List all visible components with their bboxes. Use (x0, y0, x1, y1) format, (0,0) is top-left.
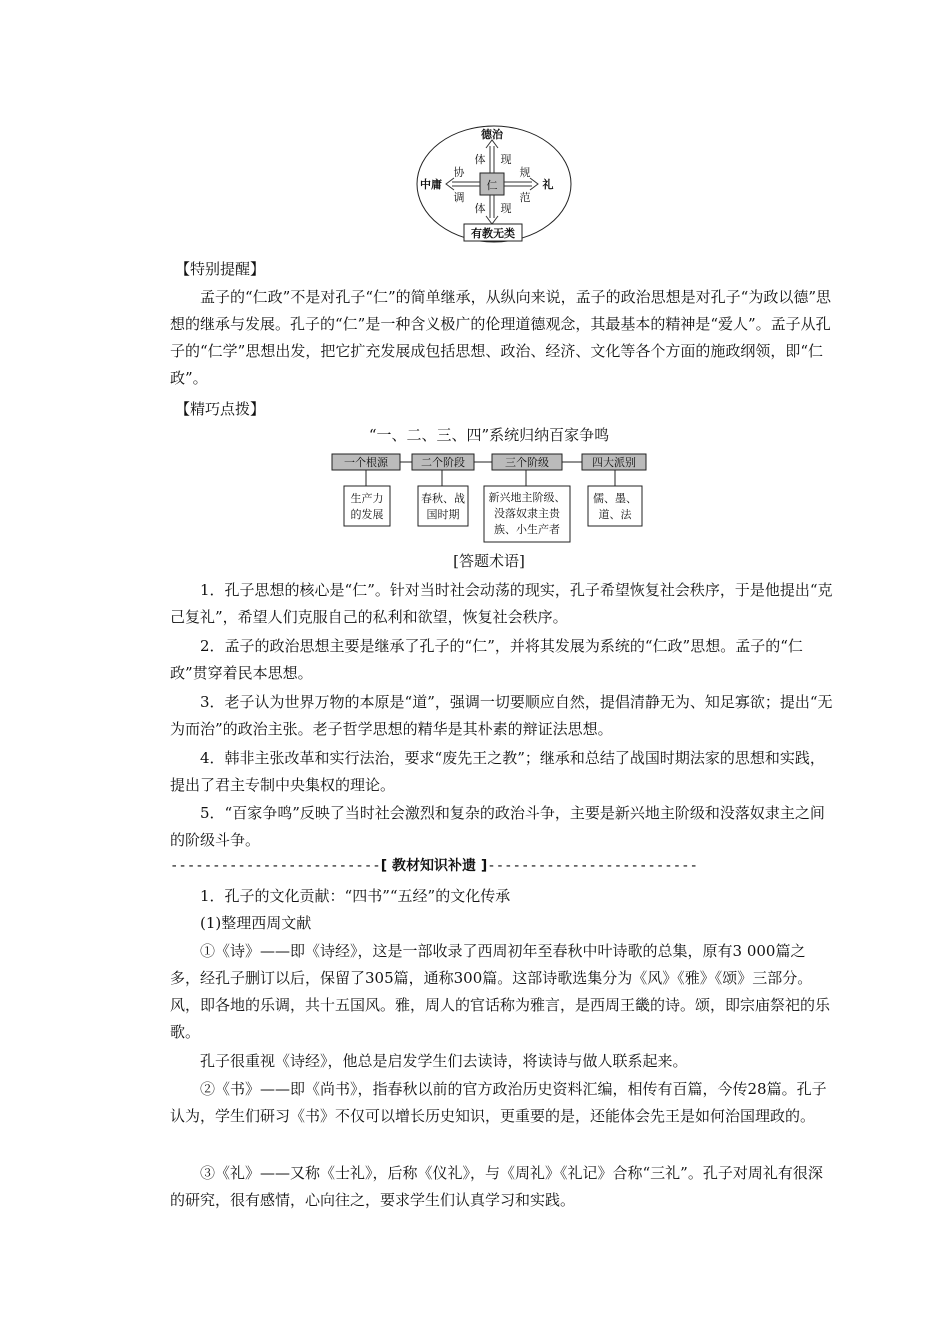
bottom-label: 有教无类 (471, 227, 515, 240)
term-item-3: 3．老子认为世界万物的本原是“道”，强调一切要顺应自然，提倡清静无为、知足寡欲；提出“无为而治”的政治主张。老子哲学思想的精华是其朴素的辩证法思想。 (170, 693, 833, 738)
divider-label: [ 教材知识补遗 ] (380, 858, 488, 874)
left-label: 中庸 (420, 178, 442, 191)
term-item-5: 5．“百家争鸣”反映了当时社会激烈和复杂的政治斗争，主要是新兴地主阶级和没落奴隶主之间的阶级斗争。 (170, 804, 825, 849)
top-label: 德治 (481, 128, 503, 141)
arrow-right (504, 178, 538, 190)
detail-1-line-2: 的发展 (350, 508, 384, 521)
connector-lines (366, 462, 615, 486)
arrow-left (446, 178, 480, 190)
left-bottom-char: 调 (453, 191, 465, 204)
term-item-2: 2．孟子的政治思想主要是继承了孔子的“仁”，并将其发展为系统的“仁政”思想。孟子的“仁政”贯穿着民本思想。 (170, 637, 803, 682)
tips-title: 【精巧点拨】 (175, 400, 266, 418)
divider-right: ------------------------- (487, 858, 698, 874)
term-item-4: 4．韩非主张改革和实行法治，要求“废先王之教”；继承和总结了战国时期法家的思想和实践，提出了君主专制中央集权的理论。 (170, 749, 825, 794)
hundred-schools-diagram (330, 452, 648, 546)
terms-title: [答题术语] (453, 552, 525, 570)
arrow-down (486, 195, 498, 224)
bottom-left-char: 体 (474, 202, 486, 215)
supplement-heading-2: (1)整理西周文献 (200, 914, 312, 932)
left-top-char: 协 (453, 166, 465, 179)
detail-4-line-1: 儒、墨、 (593, 492, 637, 505)
supplement-para-4: ③《礼》——又称《士礼》，后称《仪礼》，与《周礼》《礼记》合称“三礼”。孔子对周礼有很深的研究，很有感情，心向往之，要求学生们认真学习和实践。 (170, 1164, 823, 1209)
term-item-1: 1．孔子思想的核心是“仁”。针对当时社会动荡的现实，孔子希望恢复社会秩序，于是他提出“克己复礼”，希望人们克服自己的私利和欲望，恢复社会秩序。 (170, 581, 833, 626)
arrow-up (486, 140, 498, 173)
detail-3-line-2: 没落奴隶主贵 (494, 507, 560, 520)
top-right-char: 现 (500, 153, 512, 166)
section-divider (170, 855, 850, 875)
special-reminder-title: 【特别提醒】 (175, 260, 266, 278)
detail-3-line-1: 新兴地主阶级、 (488, 491, 566, 504)
supplement-para-1: ①《诗》——即《诗经》，这是一部收录了西周初年至春秋中叶诗歌的总集，原有3 000篇之多，经孔子删订以后，保留了305篇，通称300篇。这部诗歌选集分为《风》《雅》《颂》三部分。风，即各地的乐调，共十五国风。雅，周人的官话称为雅言，是西周王畿的诗。颂，即宗庙祭祀的乐歌。 (170, 942, 831, 1041)
supplement-para-2: 孔子很重视《诗经》，他总是启发学生们去读诗，将读诗与做人联系起来。 (200, 1052, 688, 1070)
detail-1-line-1: 生产力 (350, 492, 384, 505)
flow-diagram-title: “一、二、三、四”系统归纳百家争鸣 (368, 426, 610, 444)
supplement-heading-1: 1．孔子的文化贡献：“四书”“五经”的文化传承 (200, 887, 511, 905)
detail-2-line-1: 春秋、战 (421, 492, 465, 505)
right-bottom-char: 范 (519, 191, 531, 204)
bottom-right-char: 现 (500, 202, 512, 215)
right-top-char: 规 (519, 166, 531, 179)
center-label: 仁 (486, 179, 498, 192)
right-label: 礼 (542, 178, 554, 191)
detail-3-line-3: 族、小生产者 (494, 523, 560, 536)
header-label-4: 四大派别 (592, 456, 636, 469)
top-left-char: 体 (474, 153, 486, 166)
header-label-1: 一个根源 (344, 456, 388, 469)
header-label-3: 三个阶级 (505, 456, 549, 469)
special-reminder-body: 孟子的“仁政”不是对孔子“仁”的简单继承，从纵向来说，孟子的政治思想是对孔子“为政以德”思想的继承与发展。孔子的“仁”是一种含义极广的伦理道德观念，其最基本的精神是“爱人”。孟子从孔子的“仁学”思想出发，把它扩充发展成包括思想、政治、经济、文化等各个方面的施政纲领，即“仁政”。 (170, 288, 832, 387)
ren-concept-diagram (414, 124, 574, 248)
header-label-2: 二个阶段 (421, 456, 465, 469)
detail-2-line-2: 国时期 (426, 508, 460, 521)
divider-left: ------------------------- (170, 858, 381, 874)
detail-4-line-2: 道、法 (598, 508, 632, 521)
supplement-para-3: ②《书》——即《尚书》，指春秋以前的官方政治历史资料汇编，相传有百篇，今传28篇。孔子认为，学生们研习《书》不仅可以增长历史知识，更重要的是，还能体会先王是如何治国理政的。 (170, 1080, 827, 1125)
